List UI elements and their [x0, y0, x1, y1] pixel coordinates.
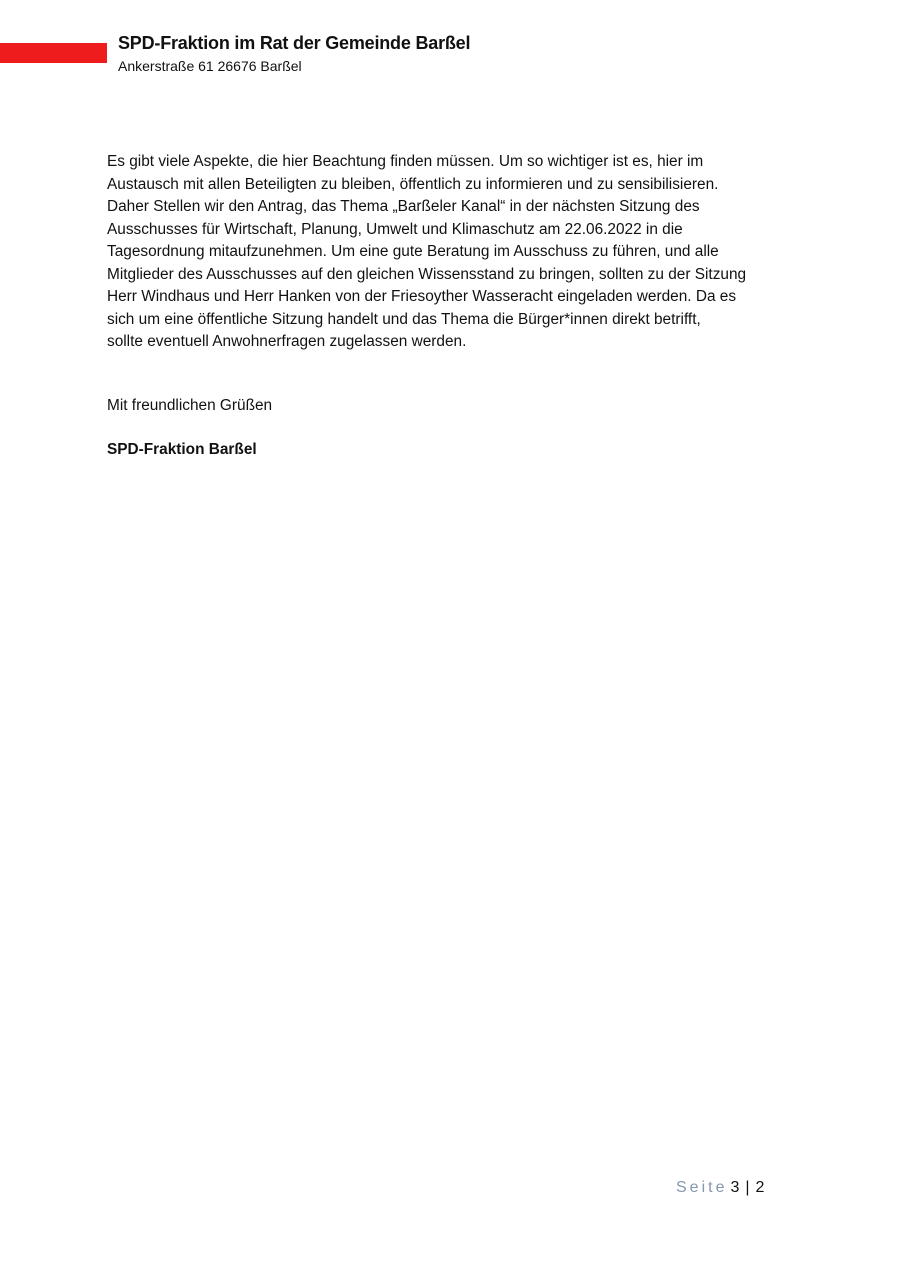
letterhead-address: Ankerstraße 61 26676 Barßel	[118, 58, 302, 74]
page-separator: |	[745, 1179, 750, 1196]
letter-body-paragraph: Es gibt viele Aspekte, die hier Beachtung finden müssen. Um so wichtiger ist es, hier im Austausch mit allen Beteiligten zu bleiben, öffentlich zu informieren und zu sensibilisieren. Daher Stellen wir den Antrag, das Thema „Barßeler Kanal“ in der nächsten Sitzung des Ausschusses für Wirtschaft, Planung, Umwelt und Klimaschutz am 22.06.2022 in die Tagesordnung mitaufzunehmen. Um eine gute Beratung im Ausschuss zu führen, und alle Mitglieder des Ausschusses auf den gleichen Wissensstand zu bringen, sollten zu der Sitzung Herr Windhaus und Herr Hanken von der Friesoyther Wasseracht eingeladen werden. Da es sich um eine öffentliche Sitzung handelt und das Thema die Bürger*innen direkt betrifft, sollte eventuell Anwohnerfragen zugelassen werden.	[107, 153, 747, 350]
header-accent-bar	[0, 43, 107, 63]
signature: SPD-Fraktion Barßel	[107, 441, 257, 458]
page-number-footer	[676, 1179, 764, 1197]
page-label: Seite	[676, 1179, 728, 1196]
closing-greeting: Mit freundlichen Grüßen	[107, 397, 273, 414]
page-total: 2	[755, 1179, 765, 1196]
letterhead-title: SPD-Fraktion im Rat der Gemeinde Barßel	[118, 33, 471, 53]
page-current: 3	[730, 1179, 740, 1196]
